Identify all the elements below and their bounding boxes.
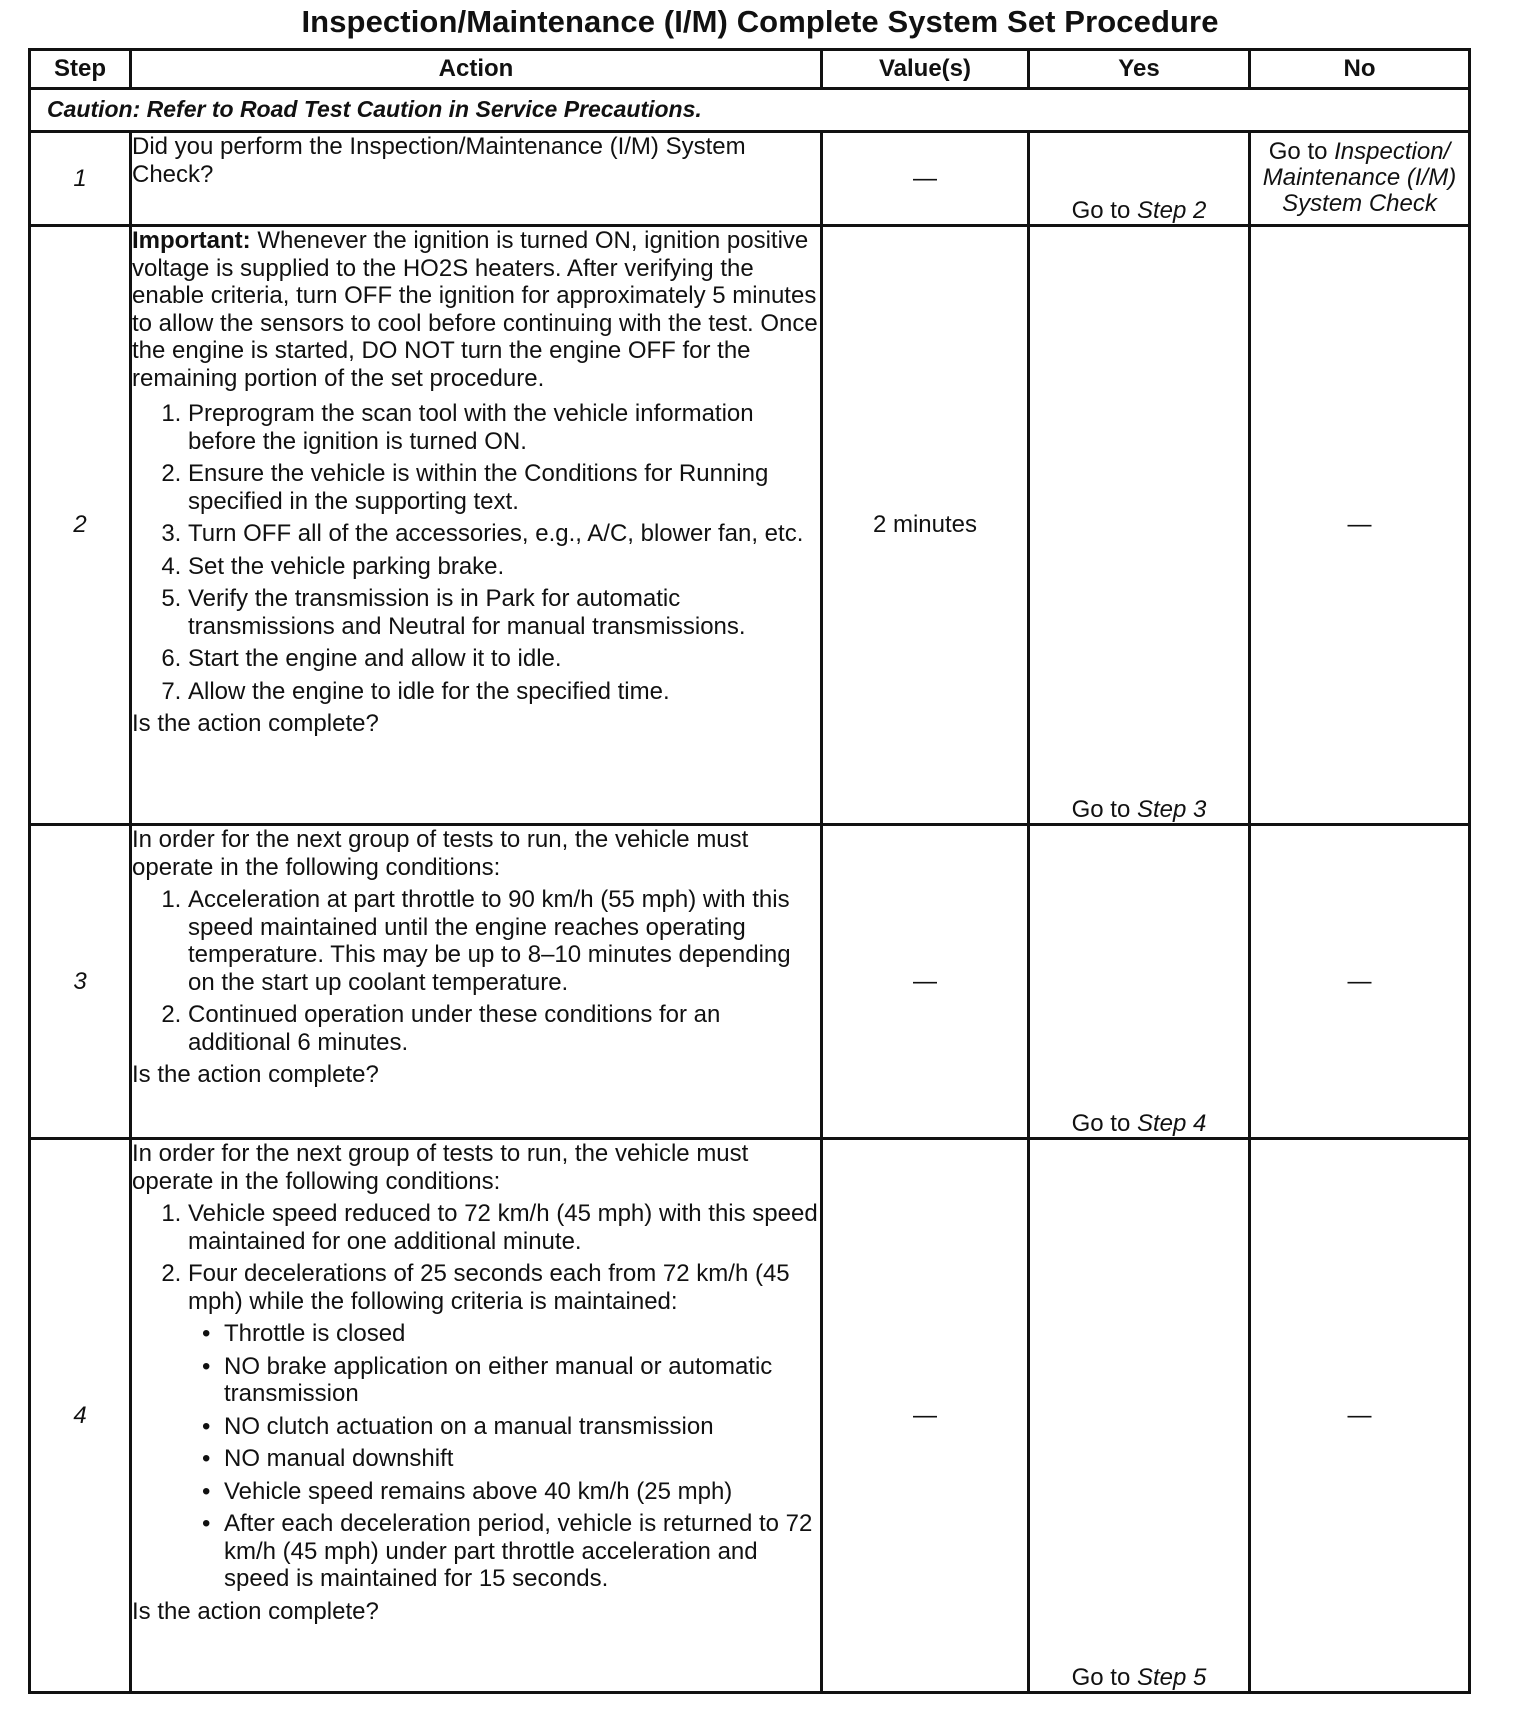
substep-list [132,886,820,1056]
list-item: 2. Continued operation under these conditions for an additional 6 minutes. [188,1001,820,1056]
list-item [188,1260,820,1593]
table-row-step-3 [30,825,1470,1139]
important-note [132,227,820,392]
step-action [131,825,822,1139]
list-item: 1. Vehicle speed reduced to 72 km/h (45 mph) with this speed maintained for one additional minute. [188,1200,820,1255]
important-label: Important: [132,227,251,254]
bullet-item: • NO clutch actuation on a manual transmission [224,1413,820,1441]
header-step: Step [30,50,131,89]
yes-link-step-3[interactable]: Step 3 [1136,795,1207,823]
no-link-system-check[interactable]: Inspection/ Maintenance (I/M) System Check [1262,138,1457,217]
yes-prefix: Go to [1071,196,1137,224]
step-no: — [1250,825,1470,1139]
step-value: — [822,132,1029,226]
list-item: 7. Allow the engine to idle for the specified time. [188,678,820,706]
list-item: 6. Start the engine and allow it to idle. [188,645,820,673]
yes-prefix: Go to [1071,1663,1137,1691]
step-question: Is the action complete? [132,1597,379,1625]
step-yes [1029,825,1250,1139]
step-number: 3 [30,825,131,1139]
procedure-table [28,48,1471,1694]
yes-prefix: Go to [1071,1109,1137,1137]
step-number: 4 [30,1139,131,1693]
caution-row [30,89,1470,132]
bullet-item: • After each deceleration period, vehicle is returned to 72 km/h (45 mph) under part throttle acceleration and speed is maintained for 15 seconds. [224,1510,820,1593]
step-value: — [822,825,1029,1139]
step-action [131,132,822,226]
bullet-item: • NO brake application on either manual or automatic transmission [224,1353,820,1408]
header-yes: Yes [1029,50,1250,89]
substep-text: Four decelerations of 25 seconds each from 72 km/h (45 mph) while the following criteria is maintained: [188,1260,790,1315]
list-item: 2. Ensure the vehicle is within the Conditions for Running specified in the supporting text. [188,460,820,515]
bullet-item: • Vehicle speed remains above 40 km/h (25 mph) [224,1478,820,1506]
list-item: 4. Set the vehicle parking brake. [188,553,820,581]
step-number: 1 [30,132,131,226]
step-no: — [1250,1139,1470,1693]
no-prefix: Go to [1268,138,1335,165]
yes-prefix: Go to [1071,795,1137,823]
table-row-step-2 [30,226,1470,825]
action-text: Did you perform the Inspection/Maintenance (I/M) System Check? [132,133,746,188]
table-row-step-4 [30,1139,1470,1693]
header-no: No [1250,50,1470,89]
list-item: 1. Preprogram the scan tool with the vehicle information before the ignition is turned ON. [188,400,820,455]
caution-note [30,89,1470,132]
bullet-item: • Throttle is closed [224,1320,820,1348]
step-yes [1029,226,1250,825]
caution-link-service-precautions[interactable]: Service Precautions [475,96,696,123]
step-intro: In order for the next group of tests to run, the vehicle must operate in the following conditions: [132,1140,749,1195]
step-action [131,1139,822,1693]
list-item: 5. Verify the transmission is in Park for automatic transmissions and Neutral for manual transmissions. [188,585,820,640]
yes-link-step-2[interactable]: Step 2 [1136,196,1207,224]
list-item: 3. Turn OFF all of the accessories, e.g., A/C, blower fan, etc. [188,520,820,548]
substep-list [132,400,820,705]
step-question: Is the action complete? [132,1061,379,1088]
table-header-row [30,50,1470,89]
criteria-list [188,1320,820,1593]
table-row-step-1 [30,132,1470,226]
step-no: — [1250,226,1470,825]
bullet-item: • NO manual downshift [224,1445,820,1473]
substep-list [132,1200,820,1593]
step-number: 2 [30,226,131,825]
yes-link-step-4[interactable]: Step 4 [1136,1109,1207,1137]
caution-prefix: Caution: Refer to Road Test Caution in [47,96,476,123]
step-action [131,226,822,825]
important-text: Whenever the ignition is turned ON, ignition positive voltage is supplied to the HO2S heaters. After verifying the enable criteria, turn OFF the ignition for approximately 5 minutes to allow the sensors to cool before continuing with the test. Once the engine is started, DO NOT turn the engine OFF for the remaining portion of the set procedure. [132,227,818,392]
step-no [1250,132,1470,226]
page-title: Inspection/Maintenance (I/M) Complete System Set Procedure [301,4,1219,39]
step-value: 2 minutes [822,226,1029,825]
step-yes [1029,1139,1250,1693]
yes-link-step-5[interactable]: Step 5 [1136,1663,1207,1691]
header-values: Value(s) [822,50,1029,89]
step-yes [1029,132,1250,226]
step-question: Is the action complete? [132,710,379,737]
header-action: Action [131,50,822,89]
step-value: — [822,1139,1029,1693]
caution-suffix: . [695,96,702,123]
step-intro: In order for the next group of tests to run, the vehicle must operate in the following conditions: [132,826,749,881]
list-item: 1. Acceleration at part throttle to 90 km/h (55 mph) with this speed maintained until the engine reaches operating temperature. This may be up to 8–10 minutes depending on the start up coolant temperature. [188,886,820,996]
